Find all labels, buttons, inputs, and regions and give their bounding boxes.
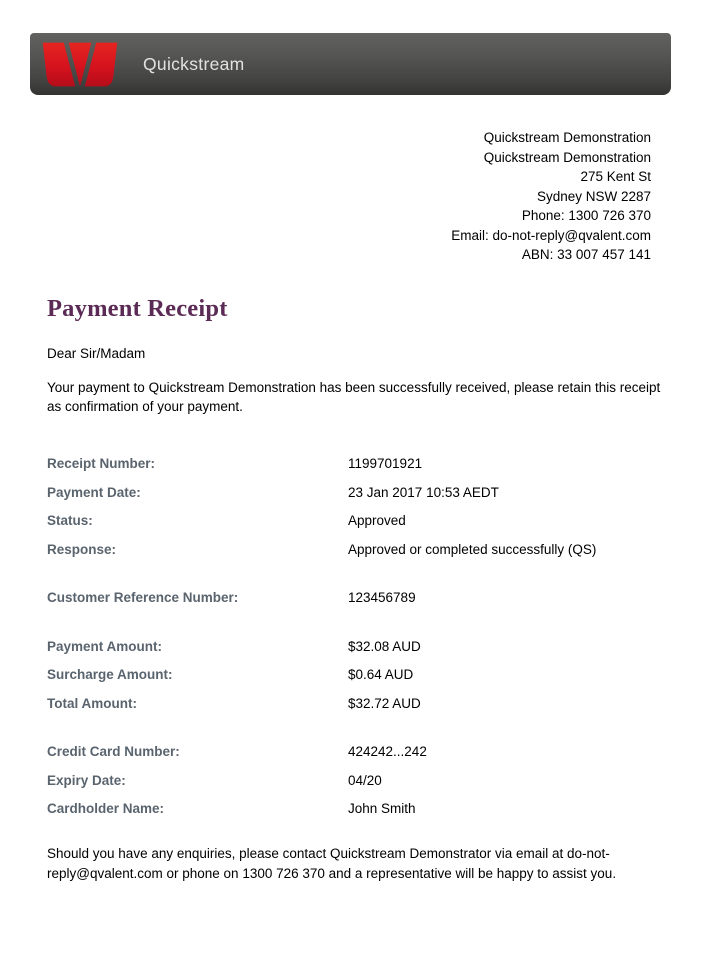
receipt-details (47, 450, 720, 824)
page-title: Payment Receipt (47, 294, 228, 322)
merchant-email: Email: do-not-reply@qvalent.com (451, 227, 651, 243)
brand-title: Quickstream (143, 53, 245, 74)
field-row-card-number (47, 738, 720, 767)
merchant-street: 275 Kent St (580, 169, 651, 184)
field-label: Expiry Date: (47, 772, 126, 788)
reference-group (47, 584, 720, 613)
field-row-total-amount (47, 689, 720, 718)
field-label: Cardholder Name: (47, 801, 165, 817)
field-value: 04/20 (348, 772, 382, 788)
payment-receipt-page (0, 33, 720, 959)
field-value: 123456789 (348, 590, 416, 606)
field-label: Surcharge Amount: (47, 667, 173, 683)
transaction-group (47, 450, 720, 564)
amounts-group (47, 632, 720, 718)
field-label: Status: (47, 513, 93, 529)
merchant-name-line-2: Quickstream Demonstration (483, 149, 651, 165)
field-label: Customer Reference Number: (47, 590, 239, 606)
field-value: $32.72 AUD (348, 695, 421, 711)
merchant-abn: ABN: 33 007 457 141 (521, 247, 651, 262)
field-value: 424242...242 (348, 744, 427, 760)
intro-paragraph: Your payment to Quickstream Demonstration has been successfully received, please retain this receipt as confirmation of your payment. (47, 379, 661, 414)
card-group (47, 738, 720, 824)
field-label: Payment Amount: (47, 638, 163, 654)
field-value: Approved (348, 513, 406, 529)
field-row-customer-reference (47, 584, 720, 613)
field-row-receipt-number (47, 450, 720, 479)
field-label: Payment Date: (47, 484, 141, 500)
field-row-payment-date (47, 478, 720, 507)
westpac-w-icon (39, 41, 121, 88)
header-bar (30, 33, 671, 95)
merchant-address-block (0, 128, 651, 265)
field-label: Credit Card Number: (47, 744, 180, 760)
field-value: 23 Jan 2017 10:53 AEDT (348, 484, 499, 500)
merchant-phone: Phone: 1300 726 370 (521, 208, 651, 223)
field-row-expiry-date (47, 766, 720, 795)
field-value: 1199701921 (348, 456, 423, 472)
field-value: Approved or completed successfully (QS) (348, 541, 597, 557)
field-row-surcharge-amount (47, 661, 720, 690)
field-label: Response: (47, 541, 117, 557)
field-row-payment-amount (47, 632, 720, 661)
enquiries-paragraph: Should you have any enquiries, please contact Quickstream Demonstrator via email at do-not-reply@qvalent.com or phone on 1300 726 370 and a representative will be happy to assist you. (47, 846, 617, 881)
field-row-response (47, 535, 720, 564)
merchant-city: Sydney NSW 2287 (536, 188, 651, 204)
field-value: $32.08 AUD (348, 638, 421, 654)
field-value: John Smith (348, 801, 416, 817)
field-row-cardholder-name (47, 795, 720, 824)
merchant-name-line: Quickstream Demonstration (483, 130, 651, 145)
field-label: Total Amount: (47, 695, 137, 711)
salutation-text: Dear Sir/Madam (47, 345, 146, 361)
field-value: $0.64 AUD (348, 667, 414, 683)
field-label: Receipt Number: (47, 456, 156, 472)
field-row-status (47, 507, 720, 536)
